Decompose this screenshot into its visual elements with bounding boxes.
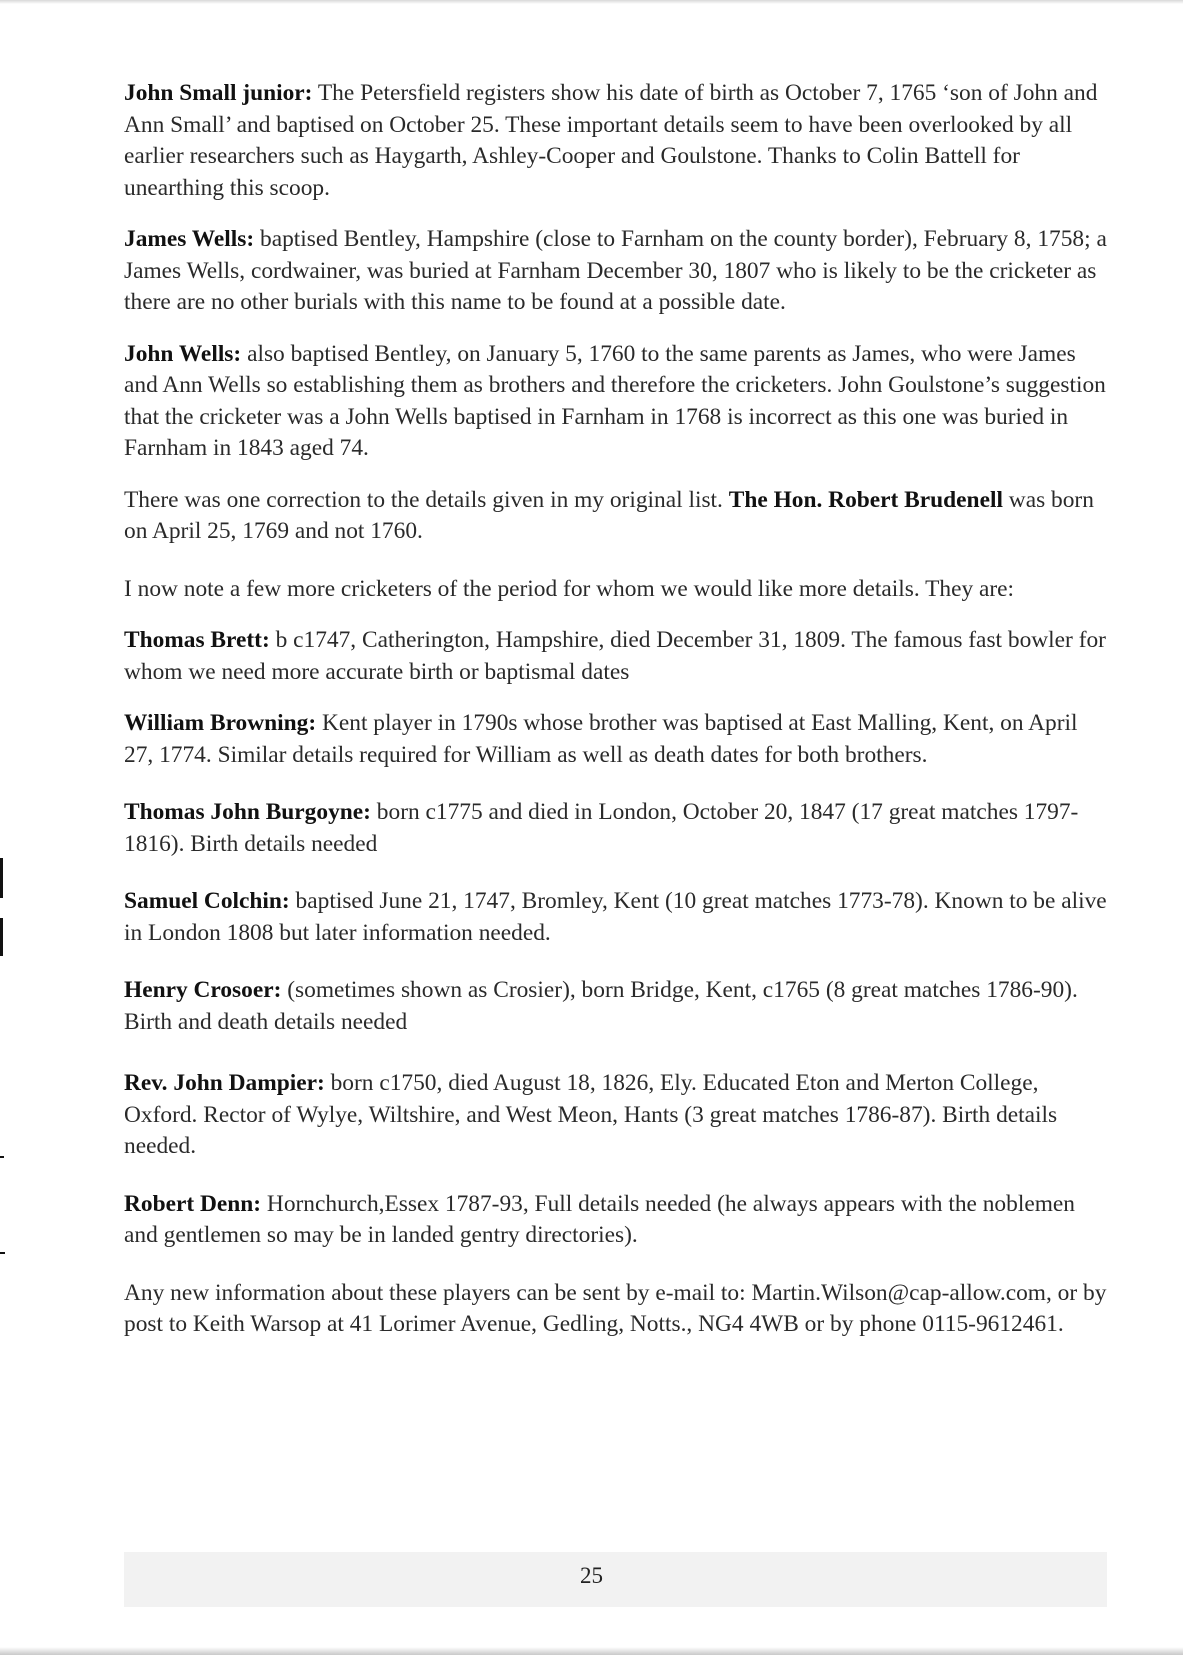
top-edge-shadow — [0, 0, 1183, 4]
contact-text: Any new information about these players can be sent by e-mail to: Martin.Wilson@cap-allow.com, or by post to Keith Warsop at 41 Lorimer Avenue, Gedling, Notts., NG4 4WB or by phone 0115-9612461. — [124, 1279, 1107, 1337]
intro-paragraph — [124, 574, 1107, 606]
margin-scan-mark — [0, 858, 3, 898]
entry-rev-john-dampier — [124, 1068, 1107, 1163]
entry-name: John Small junior: — [124, 80, 313, 106]
correction-paragraph — [124, 485, 1107, 548]
bottom-edge-shadow — [0, 1647, 1183, 1655]
entry-text: baptised Bentley, Hampshire (close to Farnham on the county border), February 8, 1758; a James Wells, cordwainer, was buried at Farnham December 30, 1807 who is likely to be the cricketer as there are no other burials with this name to be found at a possible date. — [124, 226, 1107, 315]
entry-name: James Wells: — [124, 226, 255, 252]
entry-text: born c1775 and died in London, October 20, 1847 (17 great matches 1797-1816). Birth details needed — [124, 799, 1079, 857]
entry-henry-crosoer — [124, 975, 1107, 1038]
page-number: 25 — [580, 1563, 603, 1588]
entry-thomas-john-burgoyne — [124, 797, 1107, 860]
margin-scan-mark — [0, 918, 3, 956]
entry-text: (sometimes shown as Crosier), born Bridge, Kent, c1765 (8 great matches 1786-90). Birth and death details needed — [124, 977, 1078, 1035]
entry-text: Kent player in 1790s whose brother was baptised at East Malling, Kent, on April 27, 1774. Similar details required for William as well as death dates for both brothers. — [124, 710, 1078, 768]
entry-john-wells — [124, 339, 1107, 465]
entry-text: was born on April 25, 1769 and not 1760. — [124, 486, 1094, 544]
margin-scan-mark — [0, 1156, 4, 1158]
entry-text: Hornchurch,Essex 1787-93, Full details needed (he always appears with the noblemen and gentlemen so may be in landed gentry directories). — [124, 1190, 1075, 1248]
margin-scan-mark — [0, 1252, 5, 1254]
entry-name: Thomas John Burgoyne: — [124, 799, 371, 825]
entry-william-browning — [124, 708, 1107, 771]
entry-name: Rev. John Dampier: — [124, 1070, 325, 1096]
entry-name: Thomas Brett: — [124, 627, 270, 653]
entry-thomas-brett — [124, 625, 1107, 688]
entry-text: b c1747, Catherington, Hampshire, died December 31, 1809. The famous fast bowler for whom we need more accurate birth or baptismal dates — [124, 627, 1106, 685]
entry-text: The Petersfield registers show his date of birth as October 7, 1765 ‘son of John and Ann Small’ and baptised on October 25. These important details seem to have been overlooked by all earlier researchers such as Haygarth, Ashley-Cooper and Goulstone. Thanks to Colin Battell for unearthing this scoop. — [124, 80, 1098, 201]
entry-name: Robert Denn: — [124, 1190, 262, 1217]
intro-text: I now note a few more cricketers of the period for whom we would like more details. They are: — [124, 575, 1015, 602]
entry-robert-denn — [124, 1189, 1107, 1252]
entry-john-small-junior — [124, 78, 1107, 204]
contact-paragraph — [124, 1278, 1107, 1341]
entry-text: born c1750, died August 18, 1826, Ely. Educated Eton and Merton College, Oxford. Rector of Wylye, Wiltshire, and West Meon, Hants (3 great matches 1786-87). Birth details needed. — [124, 1070, 1058, 1159]
entry-text: also baptised Bentley, on January 5, 1760 to the same parents as James, who were James and Ann Wells so establishing them as brothers and therefore the cricketers. John Goulstone’s suggestion that the cricketer was a John Wells baptised in Farnham in 1768 is incorrect as this one was buried in Farnham in 1843 aged 74. — [124, 340, 1106, 461]
entry-samuel-colchin — [124, 886, 1107, 949]
correction-lead-text: There was one correction to the details given in my original list. — [124, 486, 729, 513]
article-body — [124, 78, 1107, 1341]
entry-james-wells — [124, 224, 1107, 319]
entry-name: The Hon. Robert Brudenell — [728, 486, 1003, 513]
entry-name: William Browning: — [124, 710, 317, 736]
entry-name: Samuel Colchin: — [124, 888, 290, 914]
entry-text: baptised June 21, 1747, Bromley, Kent (10 great matches 1773-78). Known to be alive in London 1808 but later information needed. — [124, 888, 1107, 946]
entry-name: Henry Crosoer: — [124, 977, 282, 1003]
entry-name: John Wells: — [124, 340, 242, 367]
